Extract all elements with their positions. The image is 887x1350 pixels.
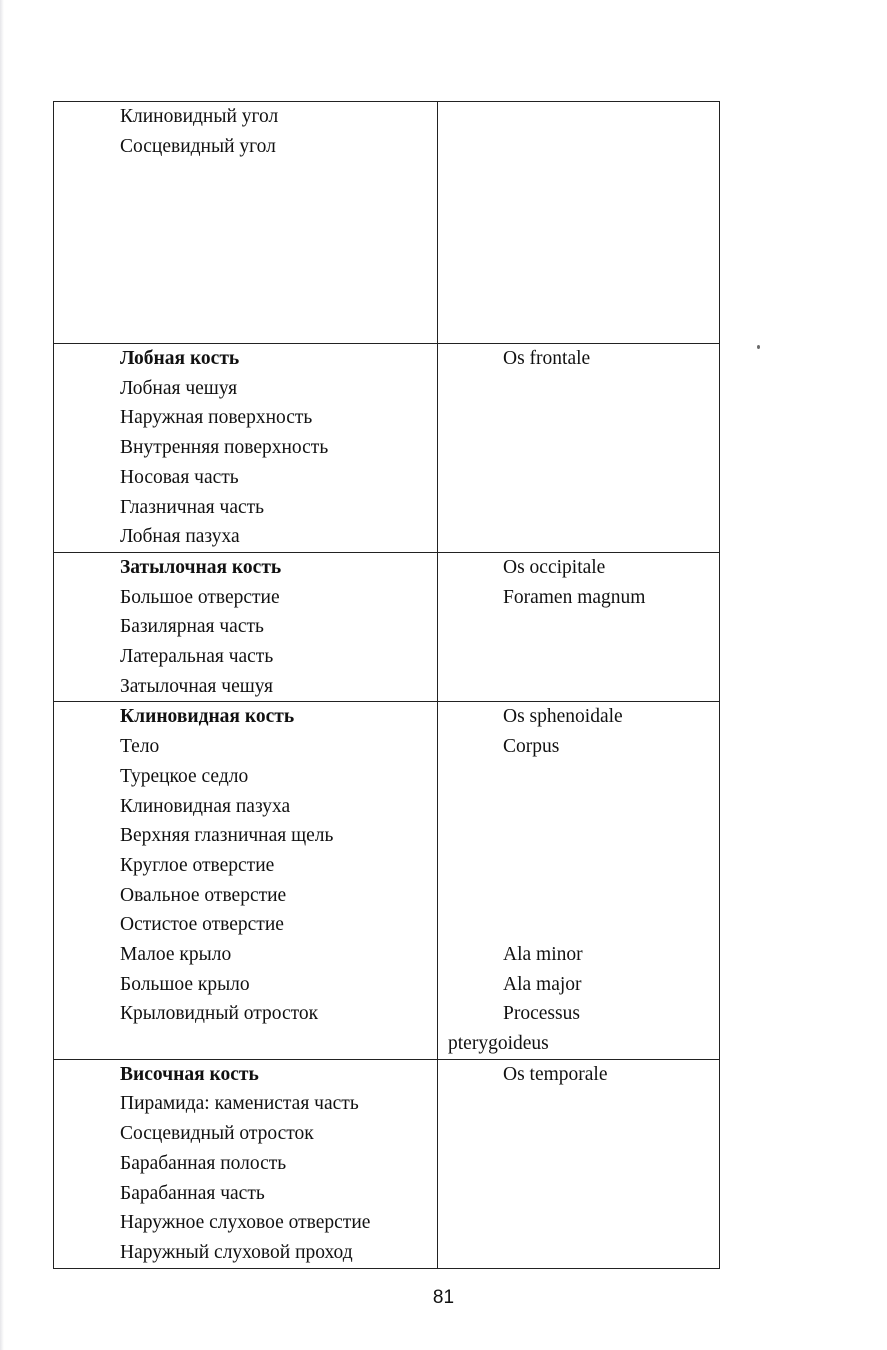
term-ru: Сосцевидный угол <box>120 135 276 157</box>
term-la-empty <box>448 881 715 911</box>
term-ru: Турецкое седло <box>120 765 249 787</box>
latin-terms-cell <box>438 102 720 344</box>
anatomy-terms-table <box>53 101 720 1269</box>
term-ru: Наружный слуховой проход <box>120 1242 353 1263</box>
term-ru: Затылочная чешуя <box>120 675 273 697</box>
term-ru: Малое крыло <box>120 944 232 966</box>
term-ru: Барабанная полость <box>120 1152 287 1174</box>
term-ru: Большое отверстие <box>120 586 280 608</box>
term-ru: Носовая часть <box>120 466 239 488</box>
term-la-empty <box>448 792 715 822</box>
term-la-empty <box>448 762 715 792</box>
term-la: Os frontale <box>503 348 591 369</box>
term-la: Ala major <box>503 973 582 995</box>
term-ru: Остистое отверстие <box>120 914 284 936</box>
term-la-empty <box>448 910 715 940</box>
page-edge <box>0 0 4 1350</box>
term-ru: Крыловидный отросток <box>120 1003 319 1025</box>
latin-terms-cell <box>438 344 720 553</box>
term-ru: Барабанная часть <box>120 1182 265 1204</box>
latin-terms-cell <box>438 1059 720 1268</box>
term-ru: Круглое отверстие <box>120 854 275 876</box>
term-ru: Тело <box>120 736 160 758</box>
term-la: Corpus <box>503 736 560 758</box>
term-ru: Внутренняя поверхность <box>120 437 329 459</box>
table-row <box>54 552 720 702</box>
term-la-empty <box>448 821 715 851</box>
term-ru: Клиновидная пазуха <box>120 795 291 817</box>
term-ru: Базилярная часть <box>120 616 264 638</box>
table-row <box>54 1059 720 1268</box>
latin-terms-cell <box>438 552 720 702</box>
term-la-continuation: pterygoideus <box>448 1033 549 1055</box>
term-la: Processus <box>503 1003 580 1025</box>
russian-terms-cell <box>54 102 438 344</box>
russian-terms-cell <box>54 552 438 702</box>
term-la-empty <box>448 851 715 881</box>
table-row <box>54 102 720 344</box>
bone-heading: Лобная кость <box>120 348 240 369</box>
term-ru: Верхняя глазничная щель <box>120 825 334 847</box>
scan-speck <box>757 345 760 349</box>
term-ru: Клиновидный угол <box>120 106 279 127</box>
russian-terms-cell <box>54 1059 438 1268</box>
bone-heading: Затылочная кость <box>120 556 282 578</box>
russian-terms-cell <box>54 344 438 553</box>
table-row <box>54 702 720 1059</box>
term-ru: Глазничная часть <box>120 496 265 518</box>
term-ru: Латеральная часть <box>120 646 274 668</box>
term-la: Os occipitale <box>503 556 606 578</box>
bone-heading: Височная кость <box>120 1063 259 1085</box>
term-la: Ala minor <box>503 943 583 965</box>
russian-terms-cell <box>54 702 438 1059</box>
table-row <box>54 344 720 553</box>
term-ru: Лобная чешуя <box>120 377 238 399</box>
term-la: Os temporale <box>503 1063 608 1085</box>
term-ru: Наружная поверхность <box>120 407 313 429</box>
term-ru: Пирамида: каменистая часть <box>120 1093 359 1115</box>
term-ru: Большое крыло <box>120 973 250 995</box>
term-ru: Овальное отверстие <box>120 884 287 906</box>
page-number: 81 <box>432 1287 455 1308</box>
term-la: Os sphenoidale <box>503 706 623 728</box>
term-ru: Лобная пазуха <box>120 526 240 548</box>
term-ru: Сосцевидный отросток <box>120 1123 314 1145</box>
term-ru: Наружное слуховое отверстие <box>120 1212 371 1234</box>
bone-heading: Клиновидная кость <box>120 706 295 728</box>
latin-terms-cell <box>438 702 720 1059</box>
term-la: Foramen magnum <box>503 586 646 608</box>
